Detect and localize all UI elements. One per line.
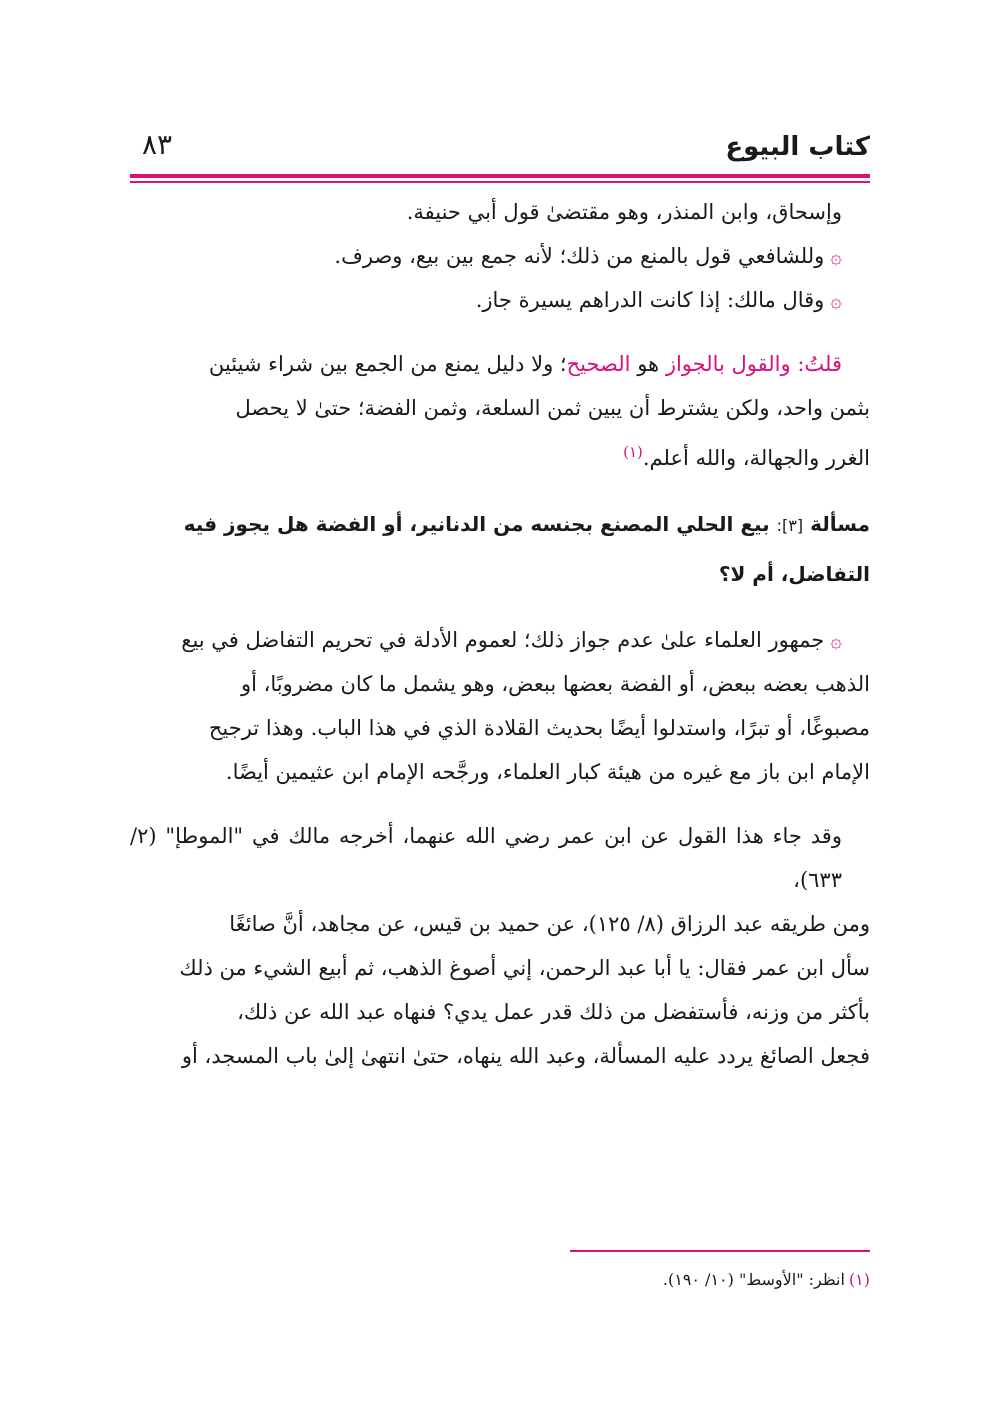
- paragraph-2-line-1: وللشافعي قول بالمنع من ذلك؛ لأنه جمع بين بيع، وصرف.: [334, 244, 825, 268]
- paragraph-5-line-2-text: الذهب بعضه ببعض، أو الفضة بعضها ببعض، وهو يشمل ما كان مضروبًا، أو: [240, 672, 870, 696]
- paragraph-4-line-3-text: الغرر والجهالة، والله أعلم.: [642, 446, 870, 470]
- paragraph-4: [130, 342, 870, 480]
- paragraph-4-line-1-rest: ؛ ولا دليل يمنع من الجمع بين شراء شيئين: [208, 352, 567, 376]
- paragraph-6-line-2: [130, 902, 870, 946]
- page-header: [130, 128, 870, 172]
- header-rule-thin: [130, 181, 870, 183]
- masala-title-line-1: بيع الحلي المصنع بجنسه من الدنانير، أو الفضة هل يجوز فيه: [183, 512, 770, 536]
- paragraph-6-line-1-text: وقد جاء هذا القول عن ابن عمر رضي الله عنهما، أخرجه مالك في "الموطإ" (٢/ ٦٣٣)،: [130, 824, 842, 892]
- footnote: [130, 1266, 870, 1294]
- spacer: [130, 480, 870, 500]
- paragraph-5-line-4-text: الإمام ابن باز مع غيره من هيئة كبار العلماء، ورجَّحه الإمام ابن عثيمين أيضًا.: [225, 760, 870, 784]
- masala-heading-line-1: [130, 500, 870, 550]
- paragraph-4-mid: هو: [637, 352, 660, 376]
- masala-label: مسألة: [810, 512, 870, 536]
- footnote-text: انظر: "الأوسط" (١٠/ ١٩٠).: [662, 1270, 845, 1289]
- flower-bullet-icon: ۞: [830, 288, 842, 312]
- paragraph-4-line-2: [130, 386, 870, 430]
- chapter-title: كتاب البيوع: [725, 132, 870, 162]
- footnote-separator: [570, 1250, 870, 1252]
- paragraph-1-line-1: وإسحاق، وابن المنذر، وهو مقتضىٰ قول أبي حنيفة.: [406, 200, 842, 224]
- paragraph-5-line-2: [130, 662, 870, 706]
- page-number: ٨٣: [142, 128, 173, 161]
- paragraph-6-line-2-text: ومن طريقه عبد الرزاق (٨/ ١٢٥)، عن حميد بن قيس، عن مجاهد، أنَّ صائغًا: [229, 912, 870, 936]
- masala-number: [٣]:: [776, 516, 804, 535]
- paragraph-4-line-3: [130, 430, 870, 480]
- paragraph-3: [130, 278, 870, 322]
- book-page: [130, 0, 870, 1418]
- paragraph-6-line-5: [130, 1034, 870, 1078]
- qultu-lead: قلتُ:: [797, 352, 842, 376]
- highlight-opinion: والقول بالجواز: [665, 352, 791, 376]
- paragraph-4-line-1: [130, 342, 870, 386]
- flower-bullet-icon: ۞: [830, 628, 842, 652]
- paragraph-6-line-5-text: فجعل الصائغ يردد عليه المسألة، وعبد الله ينهاه، حتىٰ انتهىٰ إلىٰ باب المسجد، أو: [181, 1044, 870, 1068]
- paragraph-6-line-3-text: سأل ابن عمر فقال: يا أبا عبد الرحمن، إني أصوغ الذهب، ثم أبيع الشيء من ذلك: [179, 956, 870, 980]
- masala-heading-line-2: [130, 550, 870, 598]
- paragraph-5-line-1: [130, 618, 870, 662]
- footnote-number: (١): [848, 1270, 870, 1289]
- footnote-reference[interactable]: (١): [623, 443, 643, 461]
- paragraph-6-line-1: [130, 814, 870, 902]
- paragraph-5-line-4: [130, 750, 870, 794]
- paragraph-1: [130, 190, 870, 234]
- paragraph-4-line-2-text: بثمن واحد، ولكن يشترط أن يبين ثمن السلعة، وثمن الفضة؛ حتىٰ لا يحصل: [235, 396, 870, 420]
- paragraph-6-line-4-text: بأكثر من وزنه، فأستفضل من ذلك قدر عمل يدي؟ فنهاه عبد الله عن ذلك،: [237, 1000, 870, 1024]
- spacer: [130, 598, 870, 618]
- masala-heading: [130, 500, 870, 598]
- spacer: [130, 794, 870, 814]
- paragraph-6-line-4: [130, 990, 870, 1034]
- paragraph-5-line-3-text: مصبوغًا، أو تبرًا، واستدلوا أيضًا بحديث القلادة الذي في هذا الباب. وهذا ترجيح: [208, 716, 870, 740]
- spacer: [130, 322, 870, 342]
- paragraph-5: [130, 618, 870, 794]
- page-body: [130, 190, 870, 1078]
- paragraph-6-line-3: [130, 946, 870, 990]
- paragraph-3-line-1: وقال مالك: إذا كانت الدراهم يسيرة جاز.: [475, 288, 825, 312]
- highlight-correct: الصحيح: [566, 352, 631, 376]
- header-rule-thick: [130, 174, 870, 178]
- masala-title-line-2: التفاضل، أم لا؟: [718, 562, 870, 586]
- paragraph-5-line-1-text: جمهور العلماء علىٰ عدم جواز ذلك؛ لعموم الأدلة في تحريم التفاضل في بيع: [181, 628, 825, 652]
- paragraph-2: [130, 234, 870, 278]
- paragraph-6: [130, 814, 870, 1078]
- flower-bullet-icon: ۞: [830, 244, 842, 268]
- paragraph-5-line-3: [130, 706, 870, 750]
